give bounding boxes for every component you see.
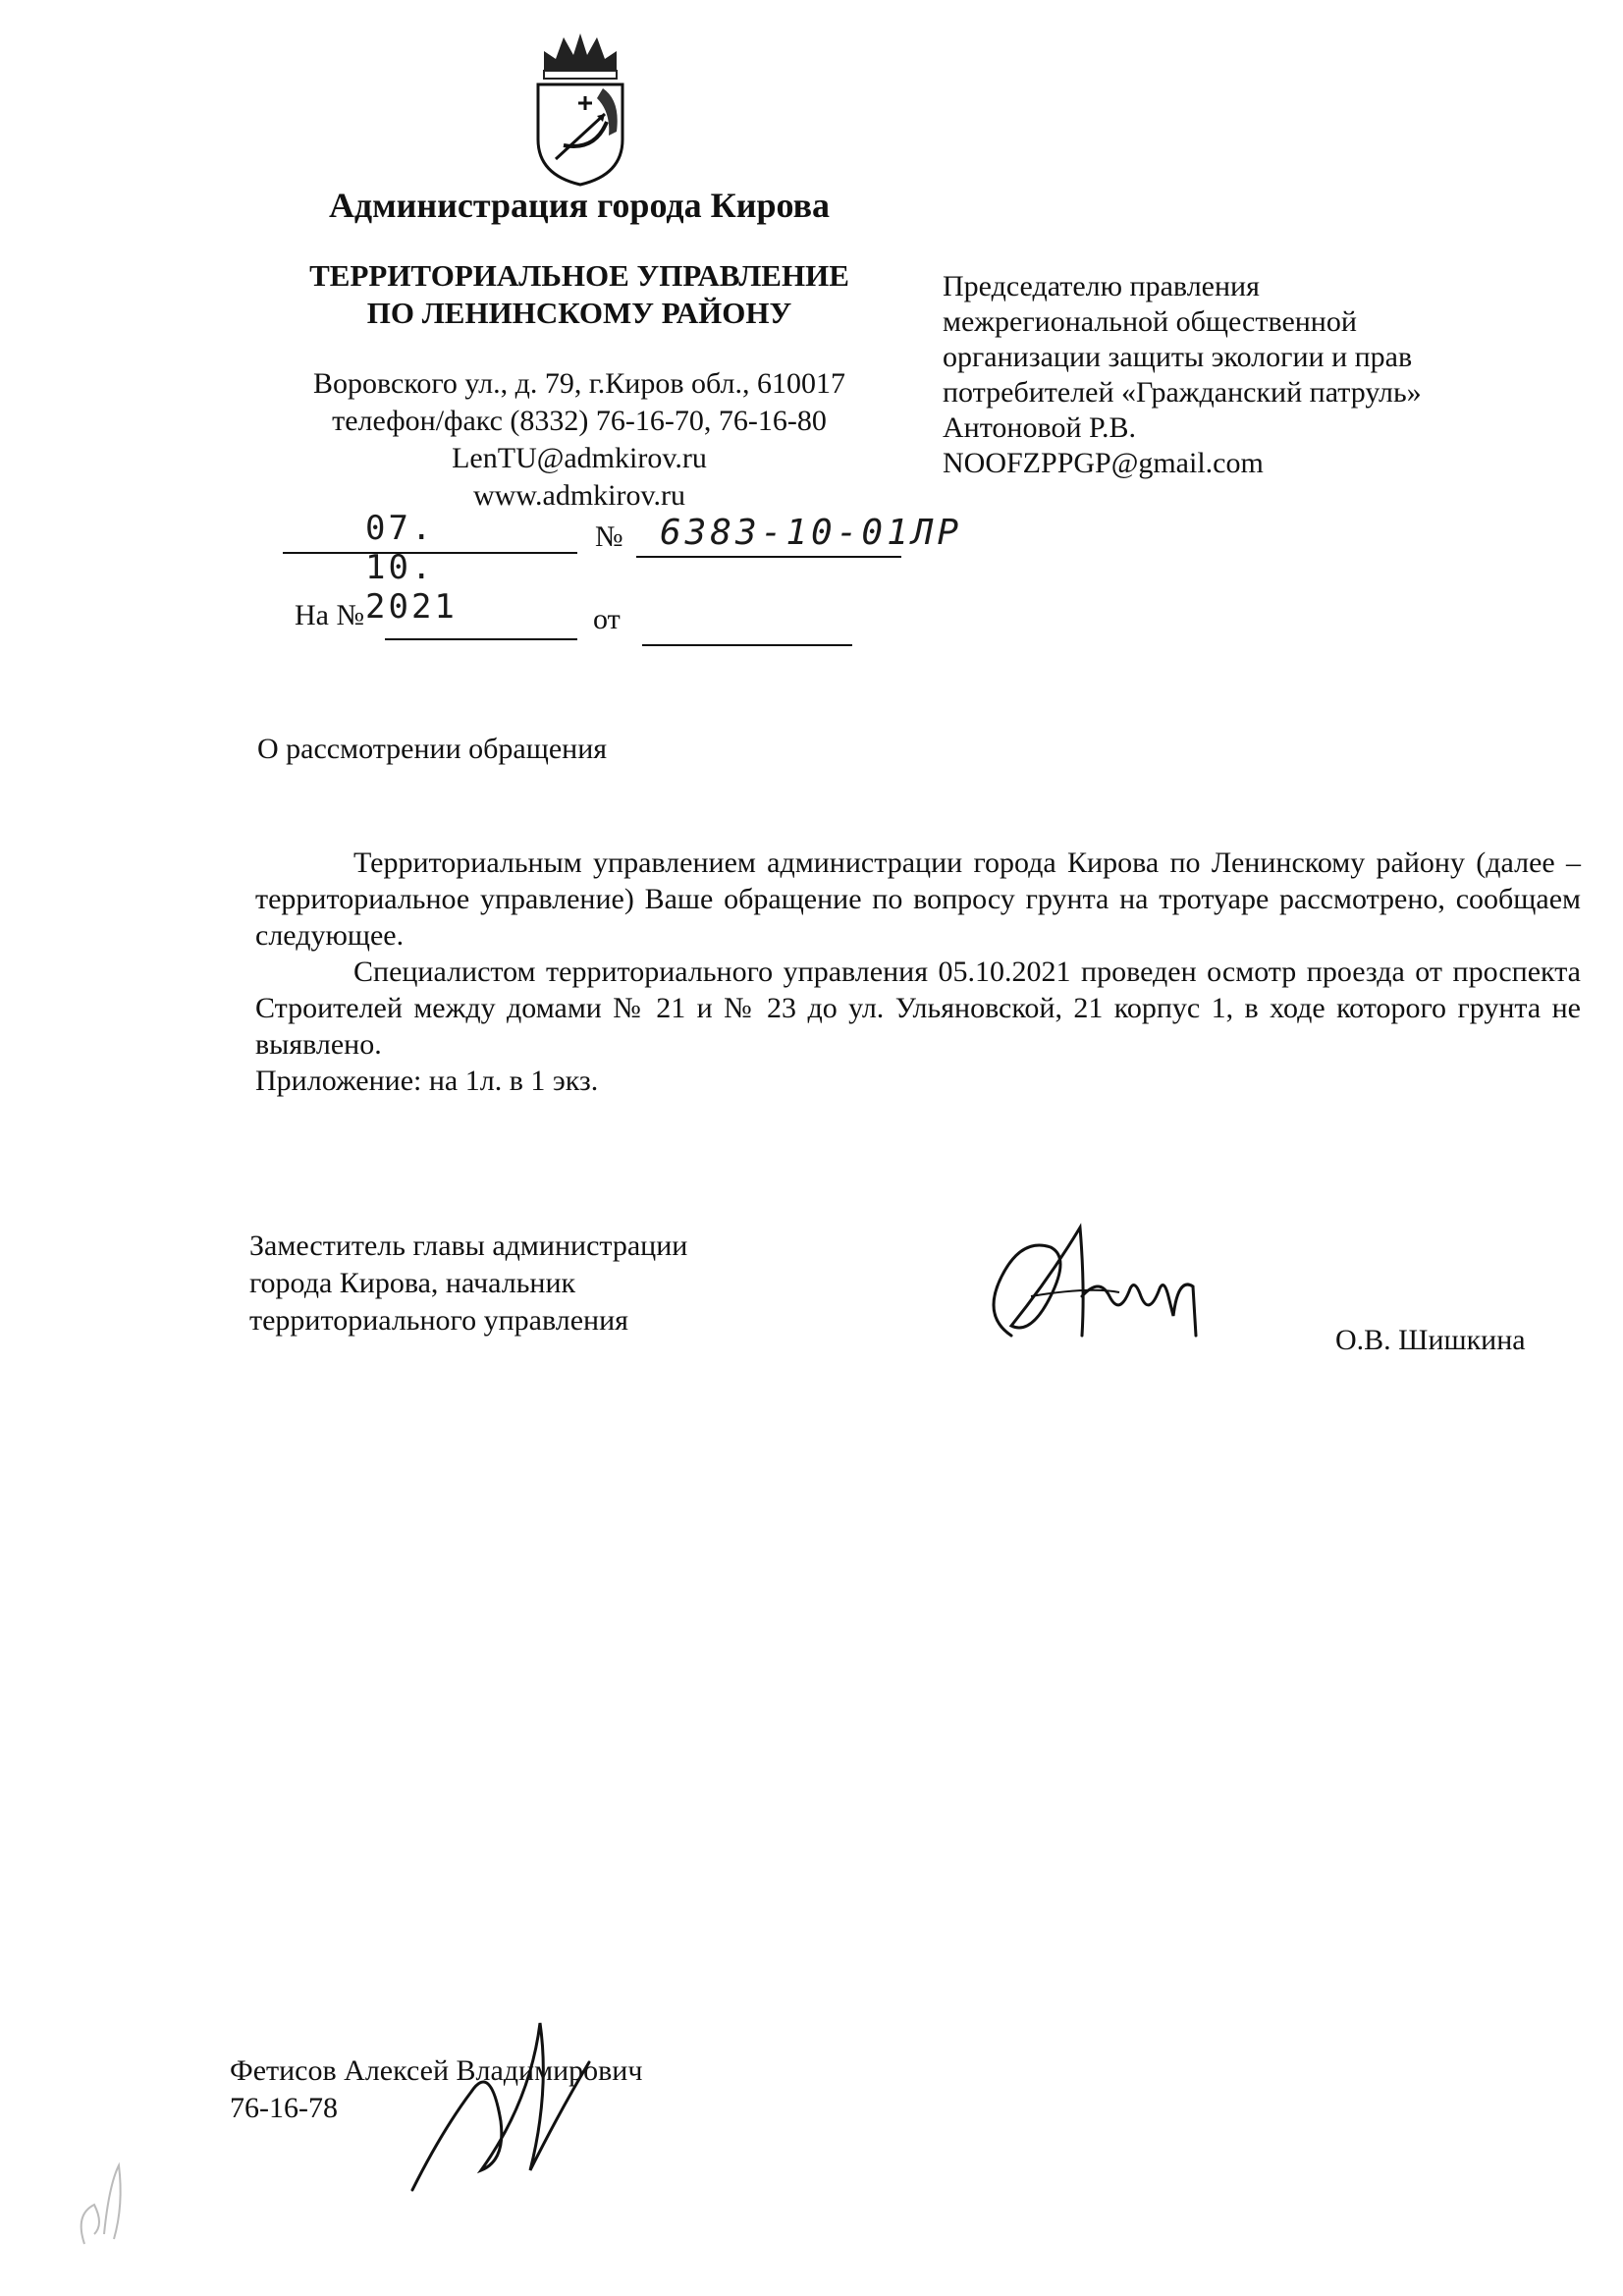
letter-body: [255, 845, 1581, 1099]
reply-number-label: На №: [295, 599, 365, 631]
contacts-block: [245, 365, 913, 515]
body-paragraph-1: Территориальным управлением администрации города Кирова по Ленинскому району (далее – территориальное управление) Ваше обращение по вопросу грунта на тротуаре рассмотрено, сообщаем следующее.: [255, 847, 1581, 952]
website: www.admkirov.ru: [472, 479, 686, 512]
recipient-block: [943, 269, 1551, 481]
recipient-line: Председателю правления: [943, 270, 1260, 302]
department-name: [245, 257, 913, 332]
position-line-1: Заместитель главы администрации: [249, 1230, 688, 1262]
recipient-line: организации защиты экологии и прав: [943, 341, 1413, 373]
performer-signature: [393, 2003, 609, 2200]
performer-name: Фетисов Алексей Владимирович: [230, 2054, 643, 2087]
email-address: LenTU@admkirov.ru: [452, 442, 707, 474]
recipient-email: NOOFZPPGP@gmail.com: [943, 447, 1264, 479]
performer-phone: 76-16-78: [230, 2092, 338, 2124]
recipient-line: потребителей «Гражданский патруль»: [943, 376, 1422, 409]
coat-of-arms-emblem: [526, 29, 634, 187]
body-paragraph-2: Специалистом территориального управления 05.10.2021 проведен осмотр проезда от проспекта Строителей между домами № 21 и № 23 до ул. Ульяновской, 21 корпус 1, в ходе которого грунта не выявлено.: [255, 956, 1581, 1061]
margin-mark: [65, 2146, 143, 2254]
department-line-2: ПО ЛЕНИНСКОМУ РАЙОНУ: [366, 296, 792, 330]
handwritten-signature: [972, 1198, 1208, 1365]
phone-fax: телефон/факс (8332) 76-16-70, 76-16-80: [332, 405, 827, 437]
reply-from-label: от: [593, 603, 621, 635]
position-line-2: города Кирова, начальник: [249, 1267, 576, 1299]
signatory-name: О.В. Шишкина: [1335, 1324, 1526, 1356]
reply-date-underline: [642, 644, 852, 646]
registration-date: 07. 10. 2021: [365, 509, 458, 627]
attachment-note: Приложение: на 1л. в 1 экз.: [255, 1065, 599, 1097]
date-underline: [283, 552, 577, 554]
signatory-position: [249, 1228, 687, 1339]
position-line-3: территориального управления: [249, 1304, 628, 1337]
registration-number: 6383-10-01ЛР: [660, 513, 963, 553]
number-underline: [636, 556, 901, 558]
recipient-line: Антоновой Р.В.: [943, 411, 1136, 444]
administration-title: Администрация города Кирова: [328, 186, 831, 225]
department-line-1: ТЕРРИТОРИАЛЬНОЕ УПРАВЛЕНИЕ: [309, 258, 849, 293]
recipient-line: межрегиональной общественной: [943, 305, 1357, 338]
address: Воровского ул., д. 79, г.Киров обл., 610017: [313, 367, 845, 400]
reply-number-underline: [385, 638, 577, 640]
number-label: №: [595, 520, 623, 553]
letter-subject: О рассмотрении обращения: [257, 733, 608, 765]
